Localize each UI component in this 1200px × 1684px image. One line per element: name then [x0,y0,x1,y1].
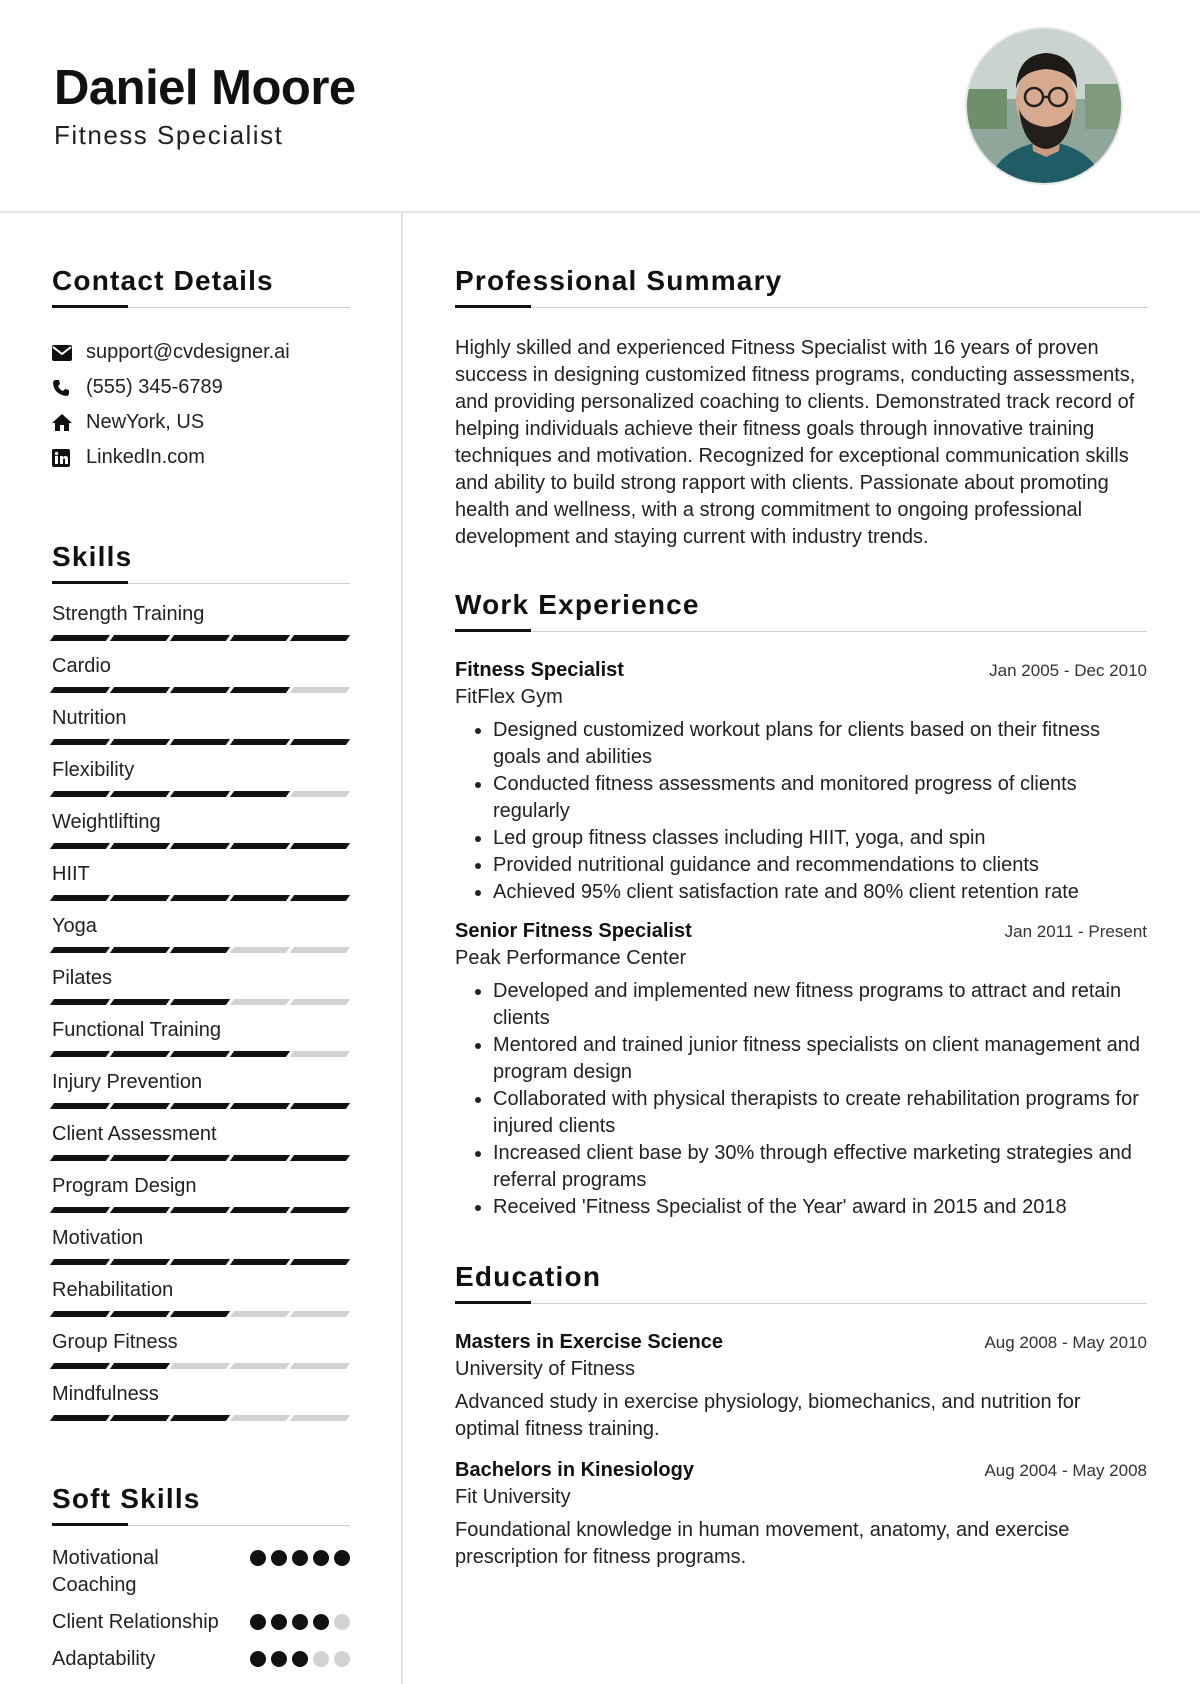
job-date: Jan 2005 - Dec 2010 [989,661,1147,680]
skill-level-segment [110,1103,170,1109]
skill-level-segment [230,1103,290,1109]
experience-section [455,589,1147,1221]
skill-name: Strength Training [52,603,205,625]
skill-item [52,705,350,745]
left-column [52,213,350,1683]
rating-dot [250,1614,266,1630]
skill-level-segment [110,895,170,901]
skill-level-segment [50,947,110,953]
contact-location-text: NewYork, US [86,411,205,433]
resume-header [0,0,1200,213]
skill-level-segment [50,739,110,745]
school-name: Fit University [455,1486,571,1508]
contact-email[interactable] [52,335,350,370]
skill-item [52,1069,350,1109]
skill-level-segment [50,895,110,901]
skill-level-segment [230,1051,290,1057]
skill-level-segment [230,1311,290,1317]
skill-level-segment [290,1103,350,1109]
jobs-list [455,659,1147,1221]
skill-level-segment [170,999,230,1005]
skill-level-segment [170,739,230,745]
soft-skill-item [52,1609,350,1636]
soft-skill-rating [250,1545,350,1566]
contact-phone-text: (555) 345-6789 [86,376,223,398]
skill-level-segment [230,687,290,693]
skill-level-segment [230,1155,290,1161]
skill-item [52,1017,350,1057]
rating-dot [313,1651,329,1667]
rating-dot [250,1550,266,1566]
skill-name: Program Design [52,1175,197,1197]
soft-skills-heading: Soft Skills [52,1483,201,1514]
skill-level-segment [50,843,110,849]
skill-level-segment [110,1259,170,1265]
contact-heading: Contact Details [52,265,274,296]
education-heading: Education [455,1261,602,1292]
skill-level-bar [52,1415,350,1421]
skill-name: Cardio [52,655,111,677]
skill-level-segment [110,1415,170,1421]
skills-section [52,541,350,1421]
skill-level-segment [170,1155,230,1161]
contact-linkedin[interactable] [52,440,350,475]
education-description: Advanced study in exercise physiology, biomechanics, and nutrition for optimal fitness training. [455,1391,1081,1440]
skill-level-segment [290,1363,350,1369]
skill-level-bar [52,1155,350,1161]
summary-section [455,265,1147,551]
contact-section [52,265,350,475]
soft-skill-item [52,1646,350,1673]
skill-level-segment [290,687,350,693]
candidate-title: Fitness Specialist [54,120,284,150]
education-entry [455,1331,1147,1443]
education-entry [455,1459,1147,1571]
education-description: Foundational knowledge in human movement, anatomy, and exercise prescription for fitness programs. [455,1519,1070,1568]
skill-level-segment [230,739,290,745]
skill-level-segment [50,1155,110,1161]
skill-level-segment [110,1363,170,1369]
skill-name: HIIT [52,863,90,885]
skill-level-segment [110,687,170,693]
skill-level-bar [52,843,350,849]
skill-level-segment [290,1051,350,1057]
skill-level-segment [50,1103,110,1109]
job-bullet: • Developed and implemented new fitness programs to attract and retain clients [493,978,1147,1032]
skill-item [52,809,350,849]
skill-item [52,653,350,693]
skill-level-segment [110,1155,170,1161]
job-bullet: • Achieved 95% client satisfaction rate and 80% client retention rate [493,879,1147,906]
phone-icon [52,377,86,399]
skill-item [52,1121,350,1161]
skill-level-segment [170,895,230,901]
education-heading-rule [455,1301,1147,1305]
skill-level-segment [230,1259,290,1265]
skill-level-segment [170,1259,230,1265]
skill-level-segment [290,1207,350,1213]
rating-dot [334,1651,350,1667]
skill-level-bar [52,635,350,641]
soft-skill-name: Motivational Coaching [52,1547,159,1596]
soft-skill-name: Adaptability [52,1648,156,1670]
skill-level-bar [52,687,350,693]
profile-photo [965,27,1123,185]
skill-level-segment [110,1311,170,1317]
skill-level-segment [290,1311,350,1317]
skill-level-segment [50,1415,110,1421]
skill-level-segment [110,791,170,797]
skill-level-segment [170,635,230,641]
rating-dot [334,1614,350,1630]
skill-name: Group Fitness [52,1331,178,1353]
skill-level-bar [52,1103,350,1109]
skill-level-bar [52,1259,350,1265]
skill-item [52,1277,350,1317]
job-title: Fitness Specialist [455,659,624,681]
job-bullet: • Collaborated with physical therapists to create rehabilitation programs for injured clients [493,1086,1147,1140]
skill-level-segment [50,791,110,797]
rating-dot [250,1651,266,1667]
skill-level-segment [50,1363,110,1369]
skill-name: Client Assessment [52,1123,217,1145]
summary-heading-rule [455,305,1147,309]
contact-heading-rule [52,305,350,309]
envelope-icon [52,342,86,364]
skill-level-bar [52,895,350,901]
skill-level-segment [230,1207,290,1213]
degree-title: Masters in Exercise Science [455,1331,723,1353]
skill-level-bar [52,1363,350,1369]
summary-text: Highly skilled and experienced Fitness Specialist with 16 years of proven success in designing customized fitness programs, conducting assessments, and providing personalized coaching to clients. Demonstrated track record of helping individuals achieve their fitness goals through innovative training techniques and motivation. Recognized for exceptional communication skills and ability to build strong rapport with clients. Passionate about promoting health and wellness, with a strong commitment to ongoing professional development and staying current with industry trends. [455,337,1136,548]
skill-item [52,601,350,641]
skill-level-segment [110,1207,170,1213]
skill-level-bar [52,1207,350,1213]
home-icon [52,412,86,434]
skill-level-segment [50,999,110,1005]
education-section [455,1261,1147,1571]
skill-level-segment [50,635,110,641]
job-bullet: • Designed customized workout plans for clients based on their fitness goals and abilities [493,717,1147,771]
skill-level-segment [230,999,290,1005]
skill-level-segment [290,1415,350,1421]
skill-level-segment [170,947,230,953]
skill-level-bar [52,1311,350,1317]
skill-level-segment [230,1415,290,1421]
skill-level-segment [50,687,110,693]
skill-level-segment [290,1259,350,1265]
skill-name: Pilates [52,967,113,989]
skill-item [52,965,350,1005]
rating-dot [292,1651,308,1667]
rating-dot [292,1614,308,1630]
skill-level-segment [170,1207,230,1213]
skill-level-bar [52,1051,350,1057]
skill-level-segment [170,843,230,849]
linkedin-icon [52,447,86,469]
skill-level-segment [170,687,230,693]
skill-name: Injury Prevention [52,1071,203,1093]
contact-list [52,335,350,475]
experience-heading: Work Experience [455,589,700,620]
skill-level-segment [170,1051,230,1057]
soft-skills-heading-rule [52,1523,350,1527]
degree-title: Bachelors in Kinesiology [455,1459,694,1481]
skill-level-segment [290,843,350,849]
skill-level-segment [290,1155,350,1161]
skill-name: Flexibility [52,759,135,781]
skill-name: Nutrition [52,707,127,729]
soft-skill-rating [250,1646,350,1667]
skill-level-segment [50,1259,110,1265]
skill-level-bar [52,947,350,953]
education-list [455,1331,1147,1571]
education-date: Aug 2008 - May 2010 [984,1333,1147,1352]
job-company: Peak Performance Center [455,947,687,969]
skill-level-segment [50,1311,110,1317]
rating-dot [334,1550,350,1566]
experience-heading-rule [455,629,1147,633]
skill-name: Rehabilitation [52,1279,174,1301]
soft-skills-list [52,1545,350,1673]
skill-level-segment [110,635,170,641]
candidate-name: Daniel Moore [54,61,356,115]
rating-dot [292,1550,308,1566]
skill-level-segment [290,635,350,641]
education-header [455,1459,1147,1482]
skill-level-segment [290,739,350,745]
skill-level-segment [110,843,170,849]
skill-name: Functional Training [52,1019,221,1041]
skill-name: Yoga [52,915,97,937]
skill-level-segment [170,791,230,797]
skill-level-segment [110,1051,170,1057]
skill-level-segment [230,791,290,797]
skill-level-segment [230,635,290,641]
skills-heading-rule [52,581,350,585]
job-bullet: • Provided nutritional guidance and recommendations to clients [493,852,1147,879]
skills-heading: Skills [52,541,133,572]
job-date: Jan 2011 - Present [1004,922,1147,941]
skill-level-segment [50,1051,110,1057]
job-bullets [455,978,1147,1221]
skill-level-segment [230,843,290,849]
skill-level-segment [110,739,170,745]
skill-level-segment [290,791,350,797]
job-bullet: • Mentored and trained junior fitness specialists on client management and program design [493,1032,1147,1086]
skill-item [52,1381,350,1421]
job-company: FitFlex Gym [455,686,563,708]
skill-name: Weightlifting [52,811,161,833]
contact-phone[interactable] [52,370,350,405]
job-bullet: • Conducted fitness assessments and monitored progress of clients regularly [493,771,1147,825]
contact-linkedin-text: LinkedIn.com [86,446,205,468]
skill-level-segment [50,1207,110,1213]
column-divider [401,213,403,1684]
skill-name: Mindfulness [52,1383,159,1405]
job-entry [455,659,1147,906]
skill-level-segment [170,1415,230,1421]
skill-item [52,861,350,901]
education-header [455,1331,1147,1354]
rating-dot [313,1550,329,1566]
skill-item [52,1173,350,1213]
contact-location [52,405,350,440]
skill-item [52,1329,350,1369]
soft-skill-rating [250,1609,350,1630]
rating-dot [271,1651,287,1667]
job-title: Senior Fitness Specialist [455,920,692,942]
job-bullet: • Increased client base by 30% through effective marketing strategies and referral programs [493,1140,1147,1194]
skill-item [52,913,350,953]
skill-level-segment [170,1103,230,1109]
job-header [455,920,1147,943]
skill-level-segment [290,895,350,901]
skills-list [52,601,350,1421]
rating-dot [271,1614,287,1630]
skill-level-segment [290,947,350,953]
soft-skills-section [52,1483,350,1673]
education-date: Aug 2004 - May 2008 [984,1461,1147,1480]
job-header [455,659,1147,682]
skill-level-segment [230,1363,290,1369]
skill-item [52,757,350,797]
summary-heading: Professional Summary [455,265,783,296]
skill-level-segment [290,999,350,1005]
job-bullet: • Received 'Fitness Specialist of the Year' award in 2015 and 2018 [493,1194,1147,1221]
contact-email-text: support@cvdesigner.ai [86,341,290,363]
skill-item [52,1225,350,1265]
skill-name: Motivation [52,1227,144,1249]
soft-skill-name: Client Relationship [52,1611,219,1633]
soft-skill-item [52,1545,350,1599]
rating-dot [313,1614,329,1630]
skill-level-segment [230,895,290,901]
skill-level-bar [52,739,350,745]
rating-dot [271,1550,287,1566]
profile-photo-image [967,29,1123,185]
skill-level-bar [52,791,350,797]
right-column [455,213,1147,1581]
job-bullets [455,717,1147,906]
school-name: University of Fitness [455,1358,636,1380]
job-bullet: • Led group fitness classes including HIIT, yoga, and spin [493,825,1147,852]
skill-level-segment [170,1311,230,1317]
job-entry [455,920,1147,1221]
skill-level-segment [230,947,290,953]
skill-level-segment [170,1363,230,1369]
skill-level-segment [110,999,170,1005]
skill-level-segment [110,947,170,953]
skill-level-bar [52,999,350,1005]
